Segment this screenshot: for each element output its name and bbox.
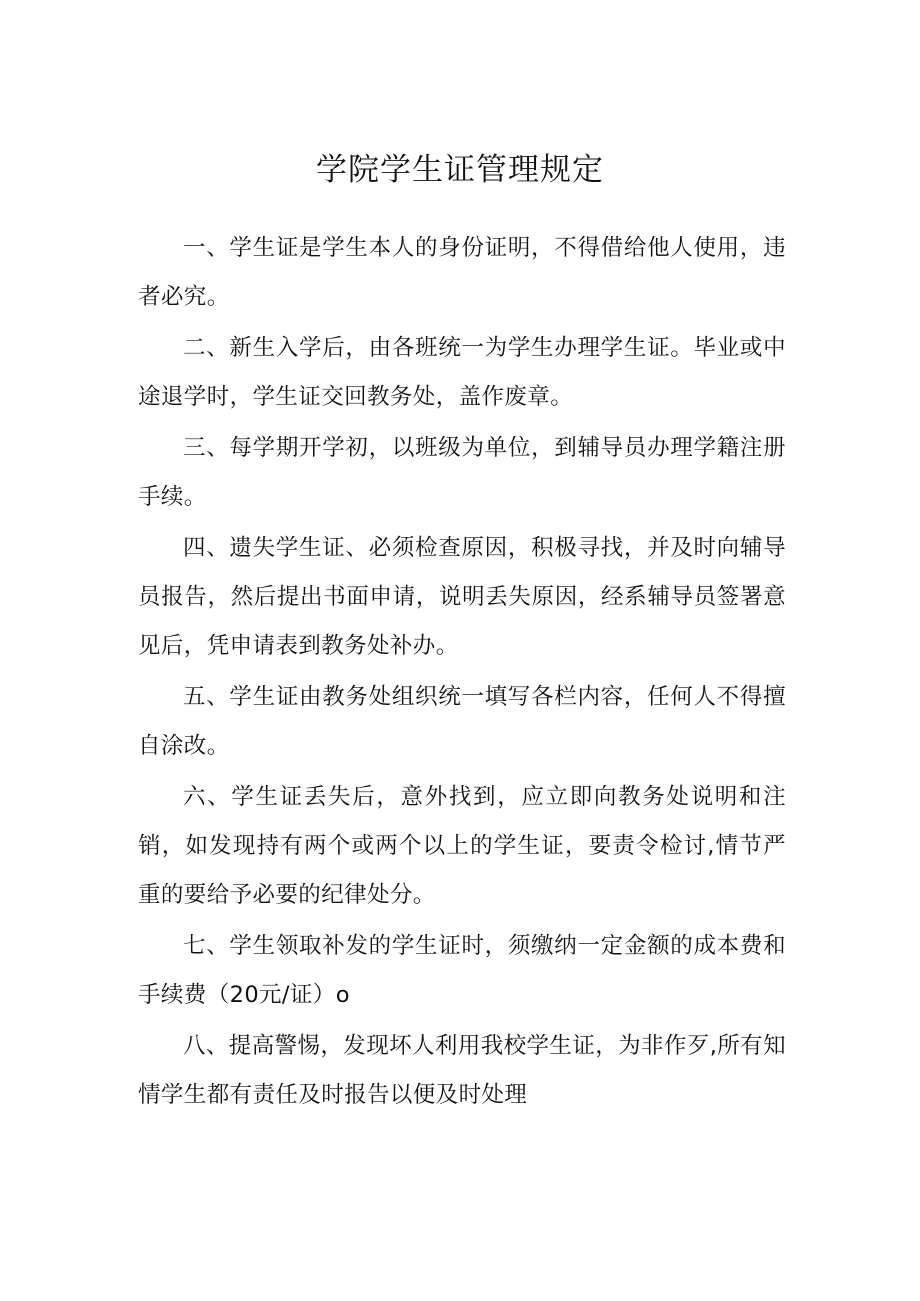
paragraph-8: 八、提高警惕，发现坏人利用我校学生证，为非作歹,所有知情学生都有责任及时报告以便及时处理: [138, 1033, 786, 1108]
paragraph-1: 一、学生证是学生本人的身份证明，不得借给他人使用，违者必究。: [138, 235, 786, 310]
paragraph-6: 六、学生证丢失后，意外找到，应立即向教务处说明和注销，如发现持有两个或两个以上的学生证，要责令检讨,情节严重的要给予必要的纪律处分。: [138, 784, 786, 908]
paragraph-2: 二、新生入学后，由各班统一为学生办理学生证。毕业或中途退学时，学生证交回教务处，盖作废章。: [138, 335, 786, 410]
paragraph-4: 四、遗失学生证、必须检查原因，积极寻找，并及时向辅导员报告，然后提出书面申请，说明丢失原因，经系辅导员签署意见后，凭申请表到教务处补办。: [138, 535, 786, 659]
document-body: [138, 224, 786, 1122]
document-title: 学院学生证管理规定: [316, 152, 604, 188]
paragraph-3: 三、每学期开学初，以班级为单位，到辅导员办理学籍注册手续。: [138, 435, 786, 510]
paragraph-7: 七、学生领取补发的学生证时，须缴纳一定金额的成本费和手续费（20元/证）o: [138, 933, 786, 1008]
paragraph-5: 五、学生证由教务处组织统一填写各栏内容，任何人不得擅自涂改。: [138, 684, 786, 759]
